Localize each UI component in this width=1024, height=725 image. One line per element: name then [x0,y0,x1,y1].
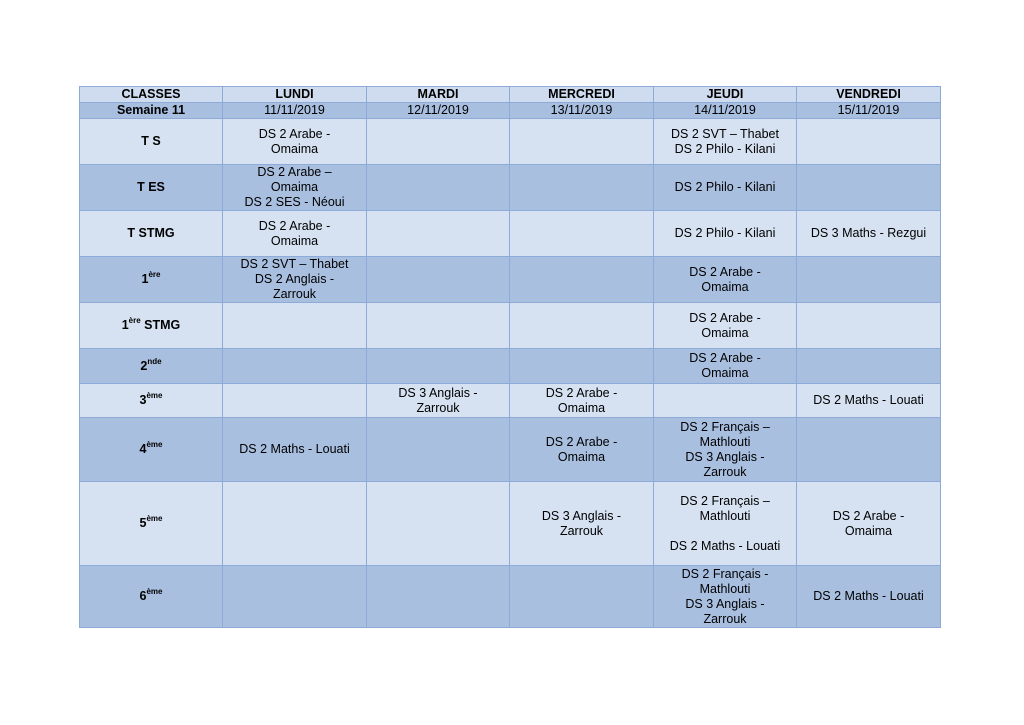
exam-entry-line: DS 3 Maths - Rezgui [810,226,927,240]
class-label-sup: ème [146,391,163,400]
header-date: 13/11/2019 [510,103,654,119]
schedule-cell [367,418,510,482]
schedule-cell [223,349,367,384]
header-date: 12/11/2019 [367,103,510,119]
schedule-cell [510,384,654,418]
schedule-cell [367,211,510,257]
schedule-cell [367,566,510,628]
schedule-cell [654,257,797,303]
class-label [80,349,223,384]
schedule-cell [510,119,654,165]
class-label [80,165,223,211]
header-date: 11/11/2019 [223,103,367,119]
schedule-cell [654,211,797,257]
exam-entry-line: DS 2 Philo - Kilani [674,226,776,240]
exam-entry-line: DS 2 Français – [680,419,770,434]
exam-entry-line: Omaima [701,325,749,340]
exam-entry-line: DS 3 Anglais - [541,508,622,523]
schedule-cell [367,119,510,165]
schedule-cell [223,303,367,349]
exam-entry-line: DS 2 Français - [681,566,769,581]
class-label-sup: ème [146,587,163,596]
exam-entry-line: DS 3 Anglais - [685,596,765,611]
exam-entry-line: DS 2 Arabe - [258,126,331,141]
exam-entry-line: DS 2 SVT – Thabet [671,126,779,141]
class-label-base: 6 [139,589,147,603]
schedule-cell [654,165,797,211]
exam-entry-line [657,524,793,539]
schedule-cell [223,482,367,566]
schedule-cell [510,566,654,628]
schedule-cell [797,418,941,482]
table-row [80,211,941,257]
schedule-cell [367,384,510,418]
exam-entry-line: DS 2 Arabe - [689,310,761,325]
exam-entry-line: Zarrouk [559,523,604,538]
class-label-base: T S [141,134,161,148]
schedule-cell [797,211,941,257]
table-row [80,257,941,303]
header-day-jeudi: JEUDI [654,87,797,103]
header-day-lundi: LUNDI [223,87,367,103]
header-day-mardi: MARDI [367,87,510,103]
table-row [80,119,941,165]
schedule-cell [797,119,941,165]
schedule-cell [654,482,797,566]
exam-entry-line: Zarrouk [272,287,317,301]
schedule-cell [510,303,654,349]
class-label-suffix: STMG [140,318,181,332]
exam-entry-line: Zarrouk [703,611,747,626]
exam-entry-line: Mathlouti [699,581,751,596]
exam-entry-line: DS 2 Maths - Louati [239,442,350,456]
exam-entry-line: DS 2 Philo - Kilani [674,180,776,194]
schedule-cell [654,384,797,418]
schedule-cell [797,384,941,418]
class-label [80,119,223,165]
exam-entry-line: DS 2 Arabe - [689,351,761,365]
schedule-cell [223,119,367,165]
exam-entry-line: DS 2 SVT – Thabet [240,257,349,271]
schedule-cell [510,257,654,303]
schedule-cell [797,165,941,211]
exam-entry-line: DS 2 Français – [680,493,770,508]
exam-entry-line: DS 3 Anglais - [685,449,765,464]
exam-entry-line: Omaima [701,366,749,380]
exam-entry-line: Omaima [270,233,319,248]
table-row [80,165,941,211]
class-label [80,566,223,628]
exam-entry-line: DS 2 Maths - Louati [813,393,924,407]
exam-entry-line: Omaima [557,449,606,464]
exam-entry-line: Omaima [701,279,749,294]
schedule-cell [510,211,654,257]
exam-entry-line: DS 2 Arabe - [832,508,905,523]
schedule-cell [223,165,367,211]
schedule-cell [797,349,941,384]
schedule-cell [654,418,797,482]
exam-entry-line: DS 2 Arabe - [545,434,618,449]
schedule-cell [367,482,510,566]
schedule-body [80,119,941,628]
schedule-cell [367,303,510,349]
class-label-base: 1 [121,318,129,332]
schedule-cell [223,384,367,418]
exam-entry-line: DS 2 Maths - Louati [813,589,924,603]
schedule-cell [367,257,510,303]
table-row [80,303,941,349]
exam-entry-line: DS 2 Maths - Louati [669,538,781,553]
schedule-cell [510,482,654,566]
header-day-mercredi: MERCREDI [510,87,654,103]
class-label [80,257,223,303]
exam-entry-line: Omaima [270,141,319,156]
header-date: 15/11/2019 [797,103,941,119]
schedule-cell [510,349,654,384]
header-day-vendredi: VENDREDI [797,87,941,103]
schedule-cell [654,119,797,165]
class-label-sup: ère [148,270,161,279]
class-label-sup: ème [146,440,163,449]
exam-entry-line: DS 2 Philo - Kilani [674,141,776,156]
table-row [80,418,941,482]
class-label [80,384,223,418]
schedule-cell [797,257,941,303]
schedule-cell [223,418,367,482]
table-row [80,349,941,384]
exam-entry-line: DS 2 SES - Néoui [244,195,345,209]
schedule-cell [367,349,510,384]
exam-entry-line: DS 2 Arabe - [258,218,331,233]
class-label-base: 2 [140,358,148,373]
exam-entry-line: DS 2 Arabe - [545,385,618,400]
table-row [80,566,941,628]
class-label-base: T ES [137,180,165,194]
class-label-sup: nde [147,356,162,366]
exam-entry-line: DS 2 Arabe – [257,165,332,179]
exam-entry-line: Mathlouti [699,508,751,523]
class-label-base: 5 [139,516,147,530]
class-label-base: 4 [139,442,147,456]
schedule-cell [510,418,654,482]
schedule-cell [223,211,367,257]
exam-entry-line: Zarrouk [703,464,747,479]
exam-entry-line: DS 3 Anglais - [398,385,478,400]
schedule-cell [223,257,367,303]
schedule-cell [510,165,654,211]
exam-entry-line: Mathlouti [699,434,751,449]
schedule-cell [797,482,941,566]
class-label-base: 3 [139,393,147,407]
schedule-table [79,86,941,628]
header-week: Semaine 11 [80,103,223,119]
class-label [80,482,223,566]
schedule-cell [797,566,941,628]
class-label [80,418,223,482]
schedule-header [80,87,941,119]
exam-entry-line: Zarrouk [416,400,460,415]
header-days-row [80,87,941,103]
schedule-cell [367,165,510,211]
class-label [80,211,223,257]
class-label-sup: ère [128,316,141,325]
table-row [80,384,941,418]
header-dates-row [80,103,941,119]
exam-entry-line: Omaima [844,523,893,538]
schedule-cell [654,349,797,384]
exam-entry-line: DS 2 Anglais - [254,272,335,286]
schedule-cell [797,303,941,349]
exam-entry-line: Omaima [557,400,606,415]
schedule-cell [654,566,797,628]
exam-entry-line: DS 2 Arabe - [689,264,761,279]
class-label [80,303,223,349]
schedule-cell [223,566,367,628]
header-classes: CLASSES [80,87,223,103]
class-label-sup: ème [146,514,163,523]
schedule-cell [654,303,797,349]
table-row [80,482,941,566]
class-label-base: 1 [141,272,149,286]
exam-entry-line: Omaima [270,180,319,194]
header-date: 14/11/2019 [654,103,797,119]
class-label-base: T STMG [127,226,175,240]
